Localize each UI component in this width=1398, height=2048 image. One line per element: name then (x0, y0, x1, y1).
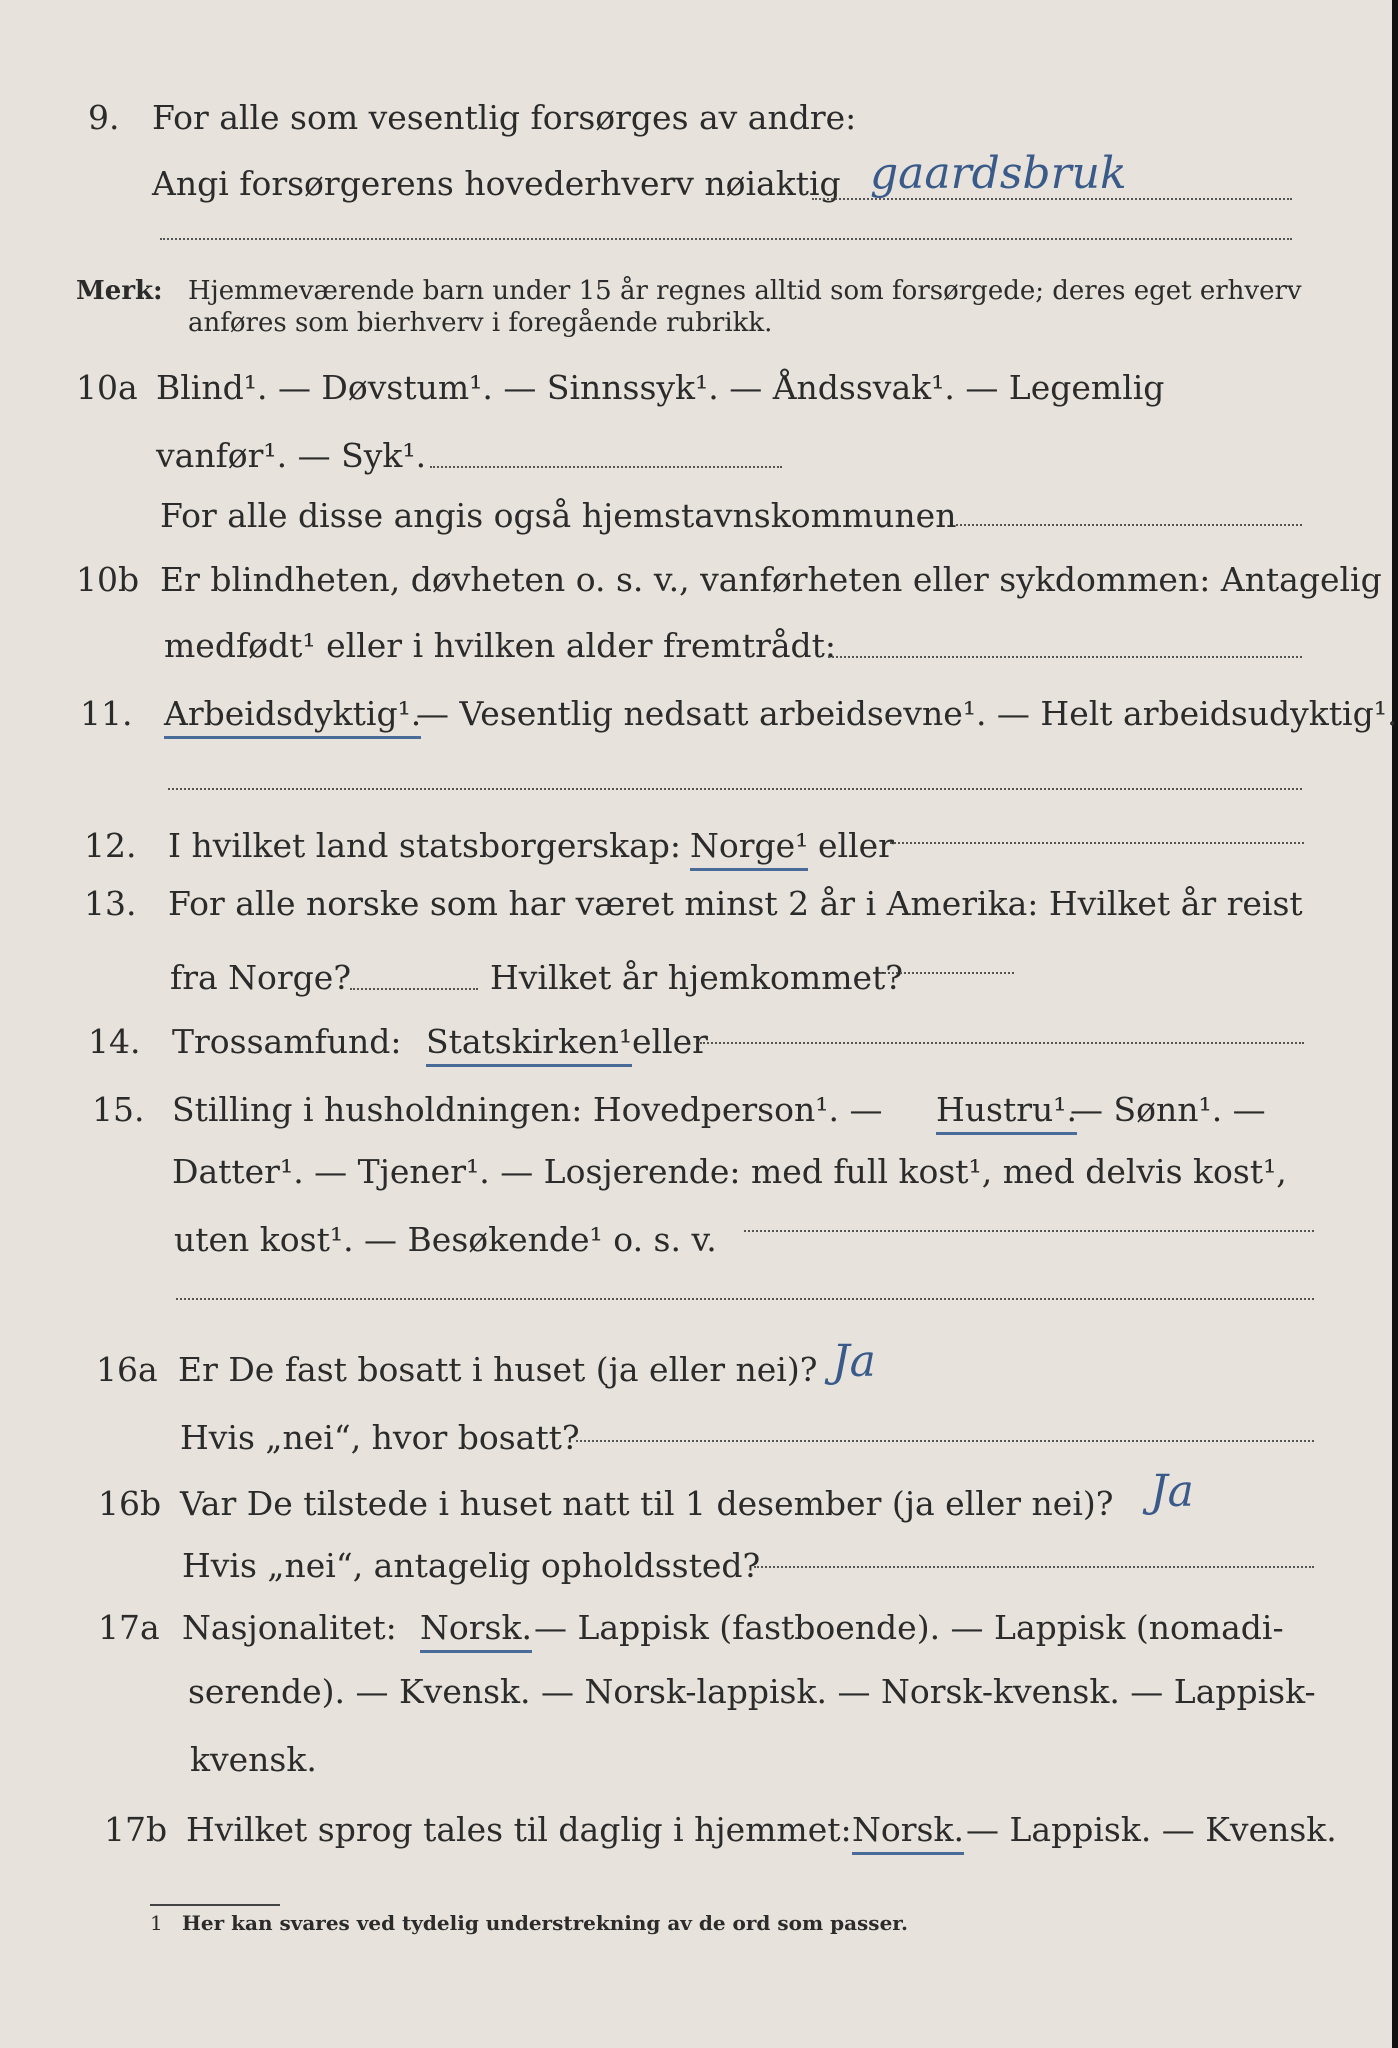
q17b-text-pre: Hvilket sprog tales til daglig i hjemmet: (186, 1810, 852, 1849)
q17a-text-1: — Lappisk (fastboende). — Lappisk (nomadi- (534, 1608, 1284, 1647)
q16b-handwritten-answer: Ja (1150, 1466, 1194, 1517)
q12-selected-option: Norge¹ (690, 826, 808, 871)
q11-text: — Vesentlig nedsatt arbeidsevne¹. — Helt arbeidsudyktig¹. (416, 694, 1398, 733)
q16a-handwritten-answer: Ja (832, 1336, 876, 1387)
merk-text-1: Hjemmeværende barn under 15 år regnes alltid som forsørgede; deres eget erhverv (188, 276, 1302, 306)
q10b-text-2: medfødt¹ eller i hvilken alder fremtrådt: (164, 626, 837, 665)
page-edge (1392, 0, 1398, 2048)
q16b-number: 16b (98, 1484, 162, 1523)
q15-answer-line (744, 1228, 1314, 1232)
q16b-text-1: Var De tilstede i huset natt til 1 desember (ja eller nei)? (180, 1484, 1114, 1523)
q16a-text-2: Hvis „nei“, hvor bosatt? (180, 1418, 580, 1457)
q13-number: 13. (84, 884, 137, 923)
q16a-text-1: Er De fast bosatt i huset (ja eller nei)? (178, 1350, 818, 1389)
q17b-number: 17b (104, 1810, 168, 1849)
q12-text: I hvilket land statsborgerskap: (168, 826, 682, 865)
q13-hjemkommet-line (880, 970, 1014, 974)
q9-extra-line (160, 236, 1292, 240)
q10b-text-1: Er blindheten, døvheten o. s. v., vanførheten eller sykdommen: Antagelig (160, 560, 1382, 599)
q10a-text-2: vanfør¹. — Syk¹. (156, 436, 427, 475)
q13-text-2a: fra Norge? (170, 958, 352, 997)
q17b-selected-option: Norsk. (852, 1810, 964, 1855)
q16b-answer-line (754, 1564, 1314, 1568)
q17b-text-post: — Lappisk. — Kvensk. (966, 1810, 1337, 1849)
q13-text-2b: Hvilket år hjemkommet? (490, 958, 903, 997)
q14-text-eller: eller (632, 1022, 708, 1061)
q14-number: 14. (88, 1022, 141, 1061)
footnote-rule (150, 1904, 280, 1906)
q9-number: 9. (88, 98, 120, 137)
q15-text-3: uten kost¹. — Besøkende¹ o. s. v. (174, 1220, 717, 1259)
q17a-text-pre: Nasjonalitet: (182, 1608, 397, 1647)
q17a-text-3: kvensk. (190, 1740, 317, 1779)
q14-text: Trossamfund: (172, 1022, 402, 1061)
q12-answer-line (890, 840, 1304, 844)
q15-text-1a: Stilling i husholdningen: Hovedperson¹. — (172, 1090, 883, 1129)
q15-text-2: Datter¹. — Tjener¹. — Losjerende: med full kost¹, med delvis kost¹, (172, 1152, 1287, 1191)
q12-text-eller: eller (818, 826, 894, 865)
q15-extra-line (176, 1296, 1314, 1300)
q17a-number: 17a (98, 1608, 160, 1647)
q10a-number: 10a (76, 368, 138, 407)
q13-text-1: For alle norske som har været minst 2 år i Amerika: Hvilket år reist (168, 884, 1303, 923)
q11-selected-option: Arbeidsdyktig¹. (164, 694, 421, 739)
q15-number: 15. (92, 1090, 145, 1129)
footnote-mark: 1 (150, 1911, 163, 1935)
q13-reist-line (350, 986, 478, 990)
q10a-text-1: Blind¹. — Døvstum¹. — Sinnssyk¹. — Åndssvak¹. — Legemlig (156, 368, 1165, 407)
q10b-number: 10b (76, 560, 140, 599)
footnote-text: Her kan svares ved tydelig understrekning av de ord som passer. (182, 1911, 908, 1935)
q14-selected-option: Statskirken¹ (426, 1022, 632, 1067)
q17a-text-2: serende). — Kvensk. — Norsk-lappisk. — Norsk-kvensk. — Lappisk- (188, 1672, 1316, 1711)
q9-text-1: For alle som vesentlig forsørges av andre: (152, 98, 857, 137)
q10b-answer-line (828, 654, 1302, 658)
q11-extra-line (168, 786, 1302, 790)
q16b-text-2: Hvis „nei“, antagelig opholdssted? (182, 1546, 761, 1585)
q10a-answer-line (430, 464, 782, 468)
q10a-text-3: For alle disse angis også hjemstavnskommunen (160, 496, 957, 535)
q17a-selected-option: Norsk. (420, 1608, 532, 1653)
q12-number: 12. (84, 826, 137, 865)
q16a-number: 16a (96, 1350, 158, 1389)
q9-handwritten-answer: gaardsbruk (870, 148, 1127, 199)
q15-text-1b: — Sønn¹. — (1070, 1090, 1266, 1129)
q10a-hjemstavn-line (956, 522, 1302, 526)
q9-text-2: Angi forsørgerens hovederhverv nøiaktig (152, 164, 841, 203)
q11-number: 11. (80, 694, 133, 733)
merk-text-2: anføres som bierhverv i foregående rubrikk. (188, 308, 773, 338)
merk-label: Merk: (76, 276, 163, 306)
q15-selected-option: Hustru¹. (936, 1090, 1077, 1135)
q16a-answer-line (576, 1438, 1314, 1442)
q14-answer-line (700, 1040, 1304, 1044)
